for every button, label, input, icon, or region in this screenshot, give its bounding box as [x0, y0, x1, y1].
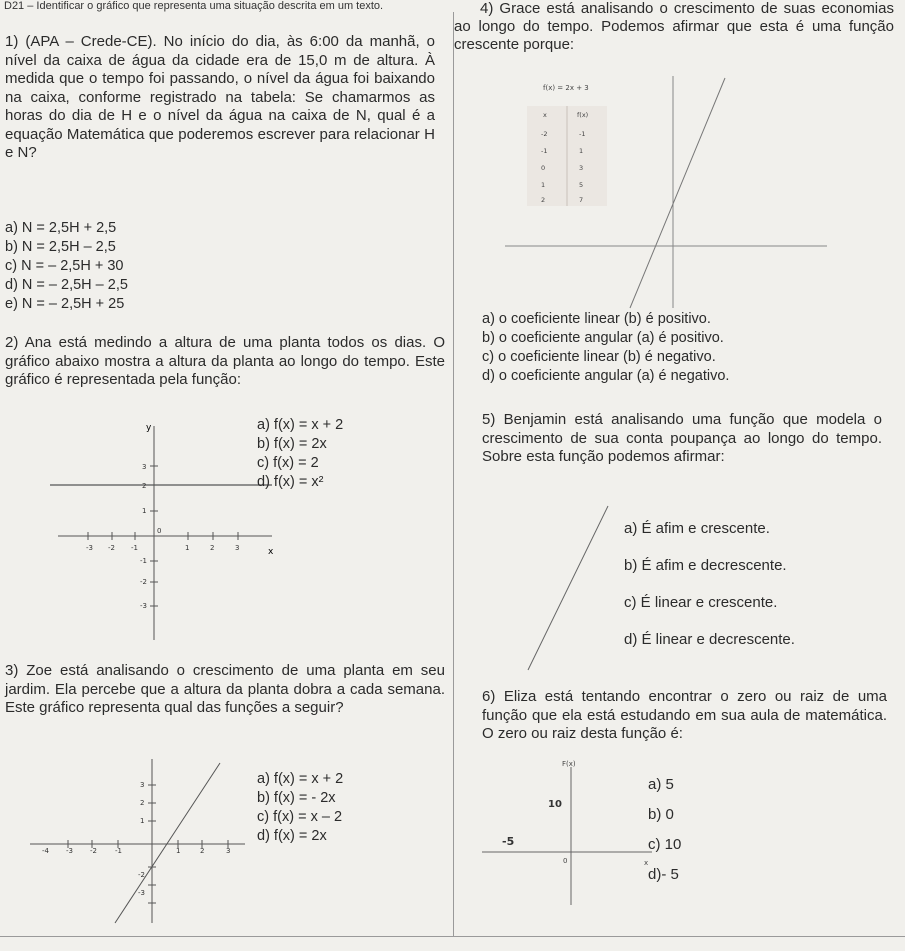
q4-option-b[interactable]: b) o coeficiente angular (a) é positivo. — [482, 330, 724, 346]
q4-option-d[interactable]: d) o coeficiente angular (a) é negativo. — [482, 368, 730, 384]
q4-table-header: f(x) — [577, 111, 589, 119]
question-3-text: 3) Zoe está analisando o crescimento de uma planta em seu jardim. Ela percebe que a altura da planta dobra a cada semana. Este gráfico representa qual das funções a seguir? — [5, 662, 445, 716]
q4-table-cell: 1 — [541, 181, 546, 189]
q2-ytick: -1 — [140, 557, 147, 565]
q3-ytick: 2 — [140, 799, 145, 807]
q6-origin: 0 — [563, 857, 568, 865]
q3-ytick: -2 — [138, 871, 145, 879]
q2-y-label: y — [146, 423, 152, 433]
q4-table-cell: 0 — [541, 164, 546, 172]
q4-table-cell: -1 — [579, 130, 586, 138]
q5-option-a[interactable]: a) É afim e crescente. — [624, 520, 770, 537]
q6-option-a[interactable]: a) 5 — [648, 776, 674, 793]
q3-xtick: -3 — [66, 847, 73, 855]
q2-ytick: 1 — [142, 507, 147, 515]
q6-y-intercept: 10 — [548, 799, 562, 810]
q4-table-cell: 5 — [579, 181, 584, 189]
question-1-text: 1) (APA – Crede-CE). No início do dia, às 6:00 da manhã, o nível da caixa de água da cidade era de 15,0 m de altura. À medida que o tempo foi passando, o nível da água foi baixando na caixa, conforme registrado na tabela: Se chamarmos as horas do dia de H e o nível da água na caixa de N, qual é a equação Matemática que poderemos escrever para relacionar H e N? — [5, 33, 435, 161]
q2-option-a[interactable]: a) f(x) = x + 2 — [257, 417, 344, 433]
header-descriptor: D21 – Identificar o gráfico que representa uma situação descrita em um texto. — [4, 0, 384, 12]
question-2-text: 2) Ana está medindo a altura de uma planta todos os dias. O gráfico abaixo mostra a altura da planta ao longo do tempo. Este gráfico é representada pela função: — [5, 334, 445, 388]
question-2 — [5, 334, 445, 390]
question-4-options — [482, 310, 729, 386]
q2-ytick: 2 — [142, 482, 147, 490]
q2-xtick: 3 — [235, 544, 240, 552]
q3-option-b[interactable]: b) f(x) = - 2x — [257, 790, 336, 806]
q3-xtick: -4 — [42, 847, 49, 855]
question-1 — [5, 33, 435, 163]
question-2-options — [257, 416, 343, 492]
q5-function-line — [528, 506, 608, 670]
q4-option-c[interactable]: c) o coeficiente linear (b) é negativo. — [482, 349, 716, 365]
q6-option-b[interactable]: b) 0 — [648, 806, 674, 823]
q2-ytick: -3 — [140, 602, 147, 610]
question-5 — [482, 411, 882, 467]
q3-xtick: -2 — [90, 847, 97, 855]
q4-table-cell: -1 — [541, 147, 548, 155]
q2-option-c[interactable]: c) f(x) = 2 — [257, 455, 319, 471]
q2-graph — [50, 418, 290, 643]
q4-option-a[interactable]: a) o coeficiente linear (b) é positivo. — [482, 311, 711, 327]
question-5-options — [624, 510, 795, 658]
q2-xtick: -2 — [108, 544, 115, 552]
q2-ytick: -2 — [140, 578, 147, 586]
q6-x-intercept: -5 — [502, 835, 515, 848]
q5-graph — [520, 502, 620, 674]
q5-option-d[interactable]: d) É linear e decrescente. — [624, 631, 795, 648]
q2-xtick: -1 — [131, 544, 138, 552]
question-6-text: 6) Eliza está tentando encontrar o zero ou raiz de uma função que ela está estudando em sua aula de matemática. O zero ou raiz desta função é: — [482, 688, 887, 742]
q4-table-cell: 1 — [579, 147, 584, 155]
q4-graph — [505, 72, 830, 310]
q3-ytick: -3 — [138, 889, 145, 897]
q6-option-c[interactable]: c) 10 — [648, 836, 682, 853]
q2-xtick: 0 — [157, 527, 162, 535]
question-5-text: 5) Benjamin está analisando uma função que modela o crescimento de sua conta poupança ao longo do tempo. Sobre esta função podemos afirmar: — [482, 411, 882, 465]
q3-option-d[interactable]: d) f(x) = 2x — [257, 828, 327, 844]
q3-xtick: 1 — [176, 847, 181, 855]
question-4-text: 4) Grace está analisando o crescimento de suas economias ao longo do tempo. Podemos afirmar que esta é uma função crescente porque: — [454, 0, 894, 53]
q4-function-line — [630, 78, 725, 308]
q2-xtick: 1 — [185, 544, 190, 552]
q3-graph — [30, 755, 270, 925]
q3-option-c[interactable]: c) f(x) = x – 2 — [257, 809, 343, 825]
q6-y-label: F(x) — [562, 760, 576, 768]
q4-function-label: f(x) = 2x + 3 — [543, 84, 589, 92]
q1-option-e[interactable]: e) N = – 2,5H + 25 — [5, 296, 125, 312]
q1-option-a[interactable]: a) N = 2,5H + 2,5 — [5, 220, 117, 236]
q3-function-line — [115, 763, 220, 923]
q3-option-a[interactable]: a) f(x) = x + 2 — [257, 771, 344, 787]
q2-ytick: 3 — [142, 463, 147, 471]
q3-ytick: 3 — [140, 781, 145, 789]
question-3-options — [257, 770, 343, 846]
q2-x-label: x — [268, 547, 274, 557]
question-4 — [454, 0, 894, 54]
q3-xtick: -1 — [115, 847, 122, 855]
q5-option-b[interactable]: b) É afim e decrescente. — [624, 557, 787, 574]
q4-table-cell: -2 — [541, 130, 548, 138]
q4-table-header: x — [543, 111, 547, 119]
q4-table-cell: 2 — [541, 196, 546, 204]
question-3 — [5, 662, 445, 718]
q2-option-b[interactable]: b) f(x) = 2x — [257, 436, 327, 452]
question-6 — [482, 688, 887, 744]
q2-xtick: -3 — [86, 544, 93, 552]
q4-table-cell: 3 — [579, 164, 584, 172]
q5-option-c[interactable]: c) É linear e crescente. — [624, 594, 778, 611]
q4-table-cell: 7 — [579, 196, 584, 204]
column-divider — [453, 12, 454, 937]
q2-option-d[interactable]: d) f(x) = x² — [257, 474, 324, 490]
q3-ytick: 1 — [140, 817, 145, 825]
q6-x-label: x — [644, 859, 649, 867]
q3-xtick: 2 — [200, 847, 205, 855]
q6-graph — [482, 755, 662, 925]
question-1-options — [5, 219, 128, 314]
q2-xtick: 2 — [210, 544, 215, 552]
q1-option-b[interactable]: b) N = 2,5H – 2,5 — [5, 239, 116, 255]
q1-option-c[interactable]: c) N = – 2,5H + 30 — [5, 258, 124, 274]
q3-xtick: 3 — [226, 847, 231, 855]
question-6-options — [648, 770, 681, 890]
bottom-divider — [0, 936, 905, 937]
q1-option-d[interactable]: d) N = – 2,5H – 2,5 — [5, 277, 128, 293]
q6-option-d[interactable]: d)- 5 — [648, 866, 679, 883]
